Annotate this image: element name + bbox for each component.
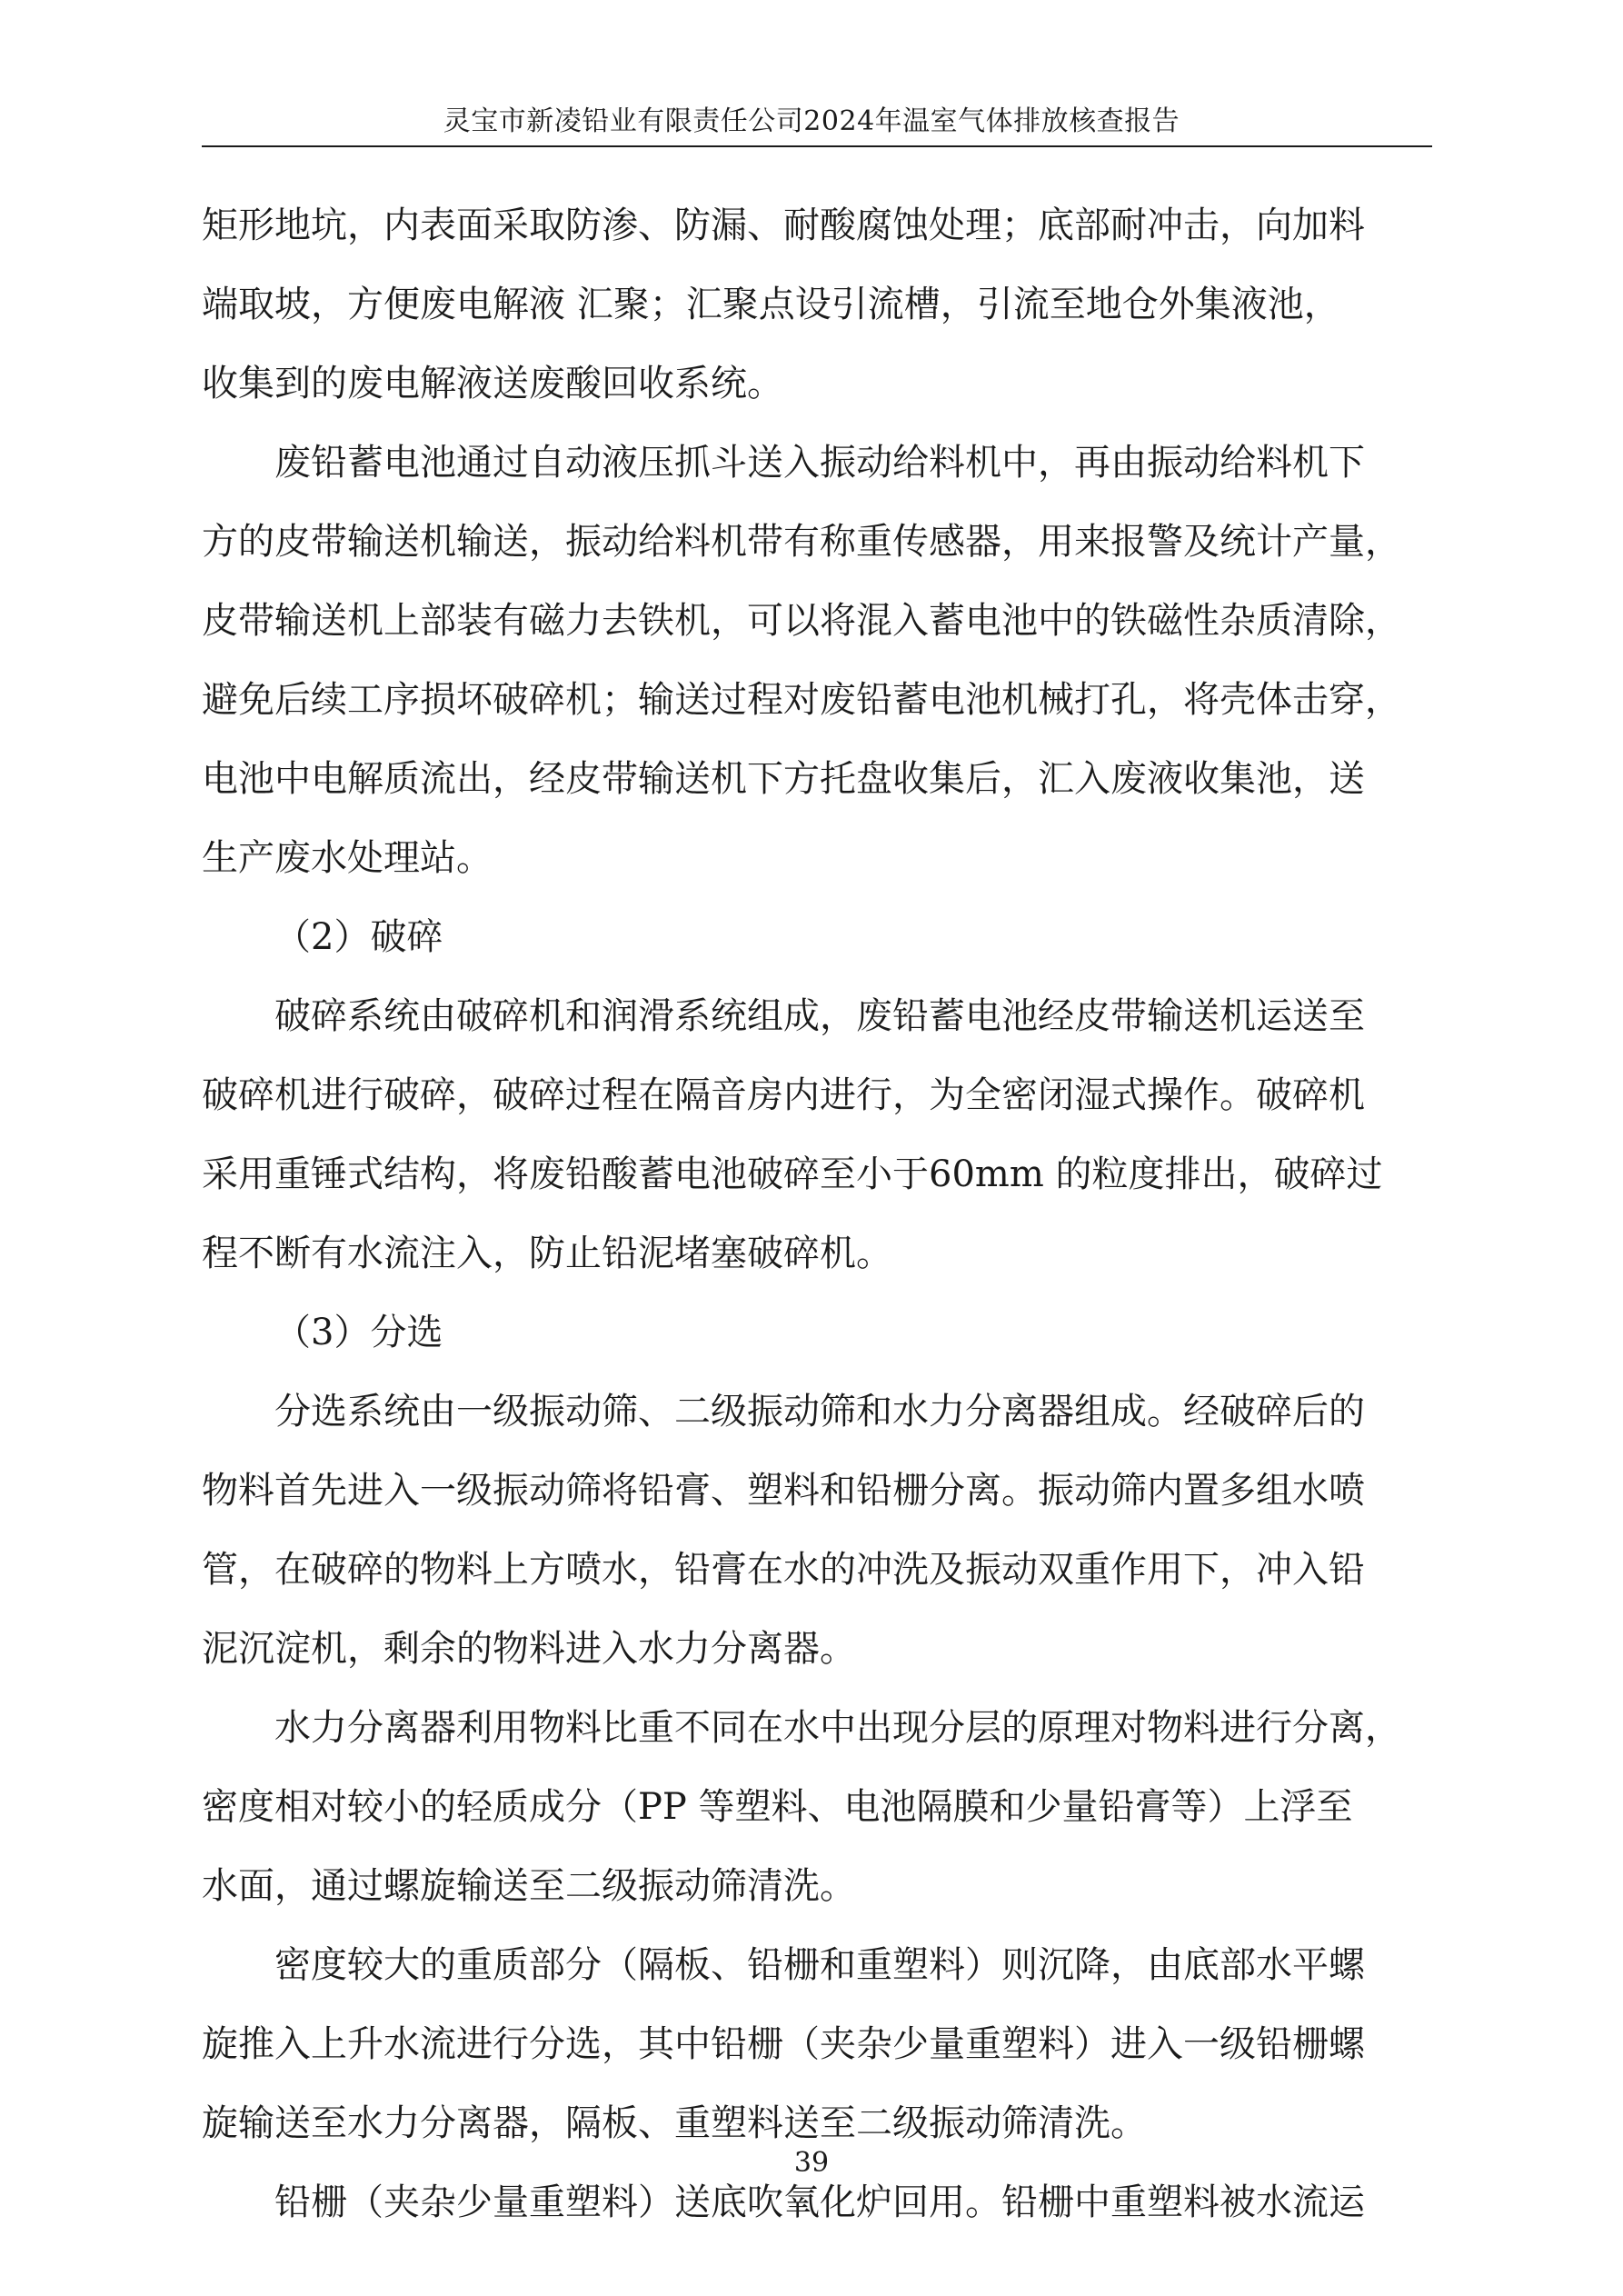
- text-line: 分选系统由一级振动筛、二级振动筛和水力分离器组成。经破碎后的: [274, 1391, 1365, 1433]
- text-line: 皮带输送机上部装有磁力去铁机，可以将混入蓄电池中的铁磁性杂质清除，: [202, 600, 1401, 642]
- text-line: 管，在破碎的物料上方喷水，铅膏在水的冲洗及振动双重作用下，冲入铅: [202, 1549, 1365, 1591]
- text-line: 收集到的废电解液送废酸回收系统。: [202, 363, 783, 404]
- text-line: 水力分离器利用物料比重不同在水中出现分层的原理对物料进行分离，: [274, 1707, 1401, 1749]
- text-line: 旋输送至水力分离器，隔板、重塑料送至二级振动筛清洗。: [202, 2102, 1147, 2144]
- text-line: 端取坡，方便废电解液 汇聚；汇聚点设引流槽，引流至地仓外集液池，: [202, 284, 1340, 325]
- text-line: 破碎机进行破碎，破碎过程在隔音房内进行，为全密闭湿式操作。破碎机: [202, 1074, 1365, 1116]
- text-line: 破碎系统由破碎机和润滑系统组成，废铅蓄电池经皮带输送机运送至: [274, 995, 1365, 1037]
- text-line: 泥沉淀机，剩余的物料进入水力分离器。: [202, 1628, 856, 1670]
- text-line: 程不断有水流注入，防止铅泥堵塞破碎机。: [202, 1233, 892, 1274]
- body-text: [202, 186, 1438, 2242]
- page-number: 39: [793, 2147, 830, 2179]
- text-line: 电池中电解质流出，经皮带输送机下方托盘收集后，汇入废液收集池，送: [202, 758, 1365, 800]
- page-header: 灵宝市新凌铅业有限责任公司2024年温室气体排放核查报告: [443, 105, 1180, 137]
- text-line: 避免后续工序损坏破碎机；输送过程对废铅蓄电池机械打孔，将壳体击穿，: [202, 679, 1401, 721]
- header-divider: [202, 145, 1432, 147]
- text-line: 采用重锤式结构，将废铅酸蓄电池破碎至小于60mm 的粒度排出，破碎过: [202, 1153, 1383, 1195]
- text-line: 矩形地坑，内表面采取防渗、防漏、耐酸腐蚀处理；底部耐冲击，向加料: [202, 205, 1365, 246]
- text-line: （2）破碎: [274, 916, 443, 958]
- text-line: 废铅蓄电池通过自动液压抓斗送入振动给料机中，再由振动给料机下: [274, 442, 1365, 484]
- text-line: 铅栅（夹杂少量重塑料）送底吹氧化炉回用。铅栅中重塑料被水流运: [274, 2181, 1365, 2223]
- text-line: 旋推入上升水流进行分选，其中铅栅（夹杂少量重塑料）进入一级铅栅螺: [202, 2023, 1365, 2065]
- text-line: 生产废水处理站。: [202, 837, 493, 879]
- text-line: （3）分选: [274, 1312, 443, 1353]
- text-line: 密度相对较小的轻质成分（PP 等塑料、电池隔膜和少量铅膏等）上浮至: [202, 1786, 1353, 1828]
- text-line: 方的皮带输送机输送，振动给料机带有称重传感器，用来报警及统计产量，: [202, 521, 1401, 563]
- text-line: 水面，通过螺旋输送至二级振动筛清洗。: [202, 1865, 856, 1907]
- text-line: 密度较大的重质部分（隔板、铅栅和重塑料）则沉降，由底部水平螺: [274, 1944, 1365, 1986]
- text-line: 物料首先进入一级振动筛将铅膏、塑料和铅栅分离。振动筛内置多组水喷: [202, 1470, 1365, 1512]
